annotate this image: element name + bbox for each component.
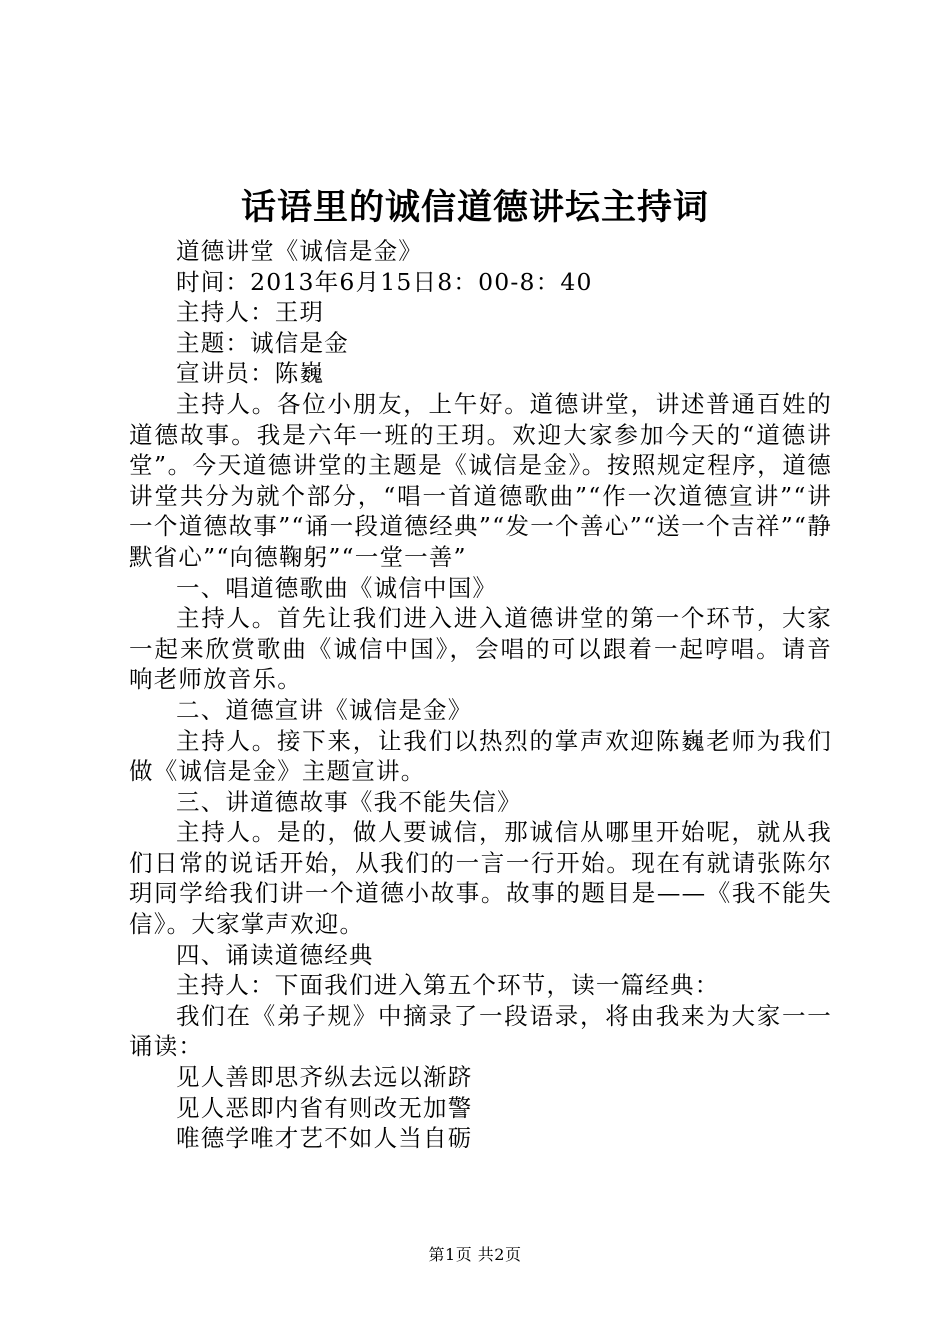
paragraph: 主持人。接下来，让我们以热烈的掌声欢迎陈巍老师为我们做《诚信是金》主题宣讲。 — [129, 726, 832, 786]
paragraph: 主持人：下面我们进入第五个环节，读一篇经典： — [176, 971, 720, 1000]
section-heading: 三、讲道德故事《我不能失信》 — [176, 787, 522, 816]
paragraph: 我们在《弟子规》中摘录了一段语录，将由我来为大家一一诵读： — [129, 1001, 832, 1061]
verse-line: 见人恶即内省有则改无加警 — [176, 1093, 473, 1122]
document-title: 话语里的诚信道德讲坛主持词 — [240, 187, 709, 228]
section-heading: 四、诵读道德经典 — [176, 940, 374, 969]
verse-line: 见人善即思齐纵去远以渐跻 — [176, 1063, 473, 1092]
paragraph: 时间：2013年6月15日8：00-8：40 — [176, 267, 593, 296]
verse-line: 唯德学唯才艺不如人当自砺 — [176, 1124, 473, 1153]
paragraph: 道德讲堂《诚信是金》 — [176, 237, 423, 265]
paragraph: 宣讲员：陈巍 — [176, 359, 325, 388]
document-body — [129, 236, 832, 1154]
paragraph: 主持人：王玥 — [176, 298, 325, 327]
paragraph: 主持人。首先让我们进入进入道德讲堂的第一个环节，大家一起来欣赏歌曲《诚信中国》，会唱的可以跟着一起哼唱。请音响老师放音乐。 — [129, 604, 832, 694]
paragraph: 主持人。各位小朋友，上午好。道德讲堂，讲述普通百姓的道德故事。我是六年一班的王玥。欢迎大家参加今天的“道德讲堂”。今天道德讲堂的主题是《诚信是金》。按照规定程序，道德讲堂共分为就个部分，“唱一首道德歌曲”“作一次道德宣讲”“讲一个道德故事”“诵一段道德经典”“发一个善心”“送一个吉祥”“静默省心”“向德鞠躬”“一堂一善” — [129, 389, 832, 571]
paragraph: 主持人。是的，做人要诚信，那诚信从哪里开始呢，就从我们日常的说话开始，从我们的一言一行开始。现在有就请张陈尔玥同学给我们讲一个道德小故事。故事的题目是——《我不能失信》。大家掌声欢迎。 — [129, 818, 832, 939]
page-footer: 第1页 共2页 — [428, 1245, 522, 1264]
section-heading: 二、道德宣讲《诚信是金》 — [176, 695, 473, 724]
section-heading: 一、唱道德歌曲《诚信中国》 — [176, 573, 498, 602]
paragraph: 主题：诚信是金 — [176, 328, 349, 357]
